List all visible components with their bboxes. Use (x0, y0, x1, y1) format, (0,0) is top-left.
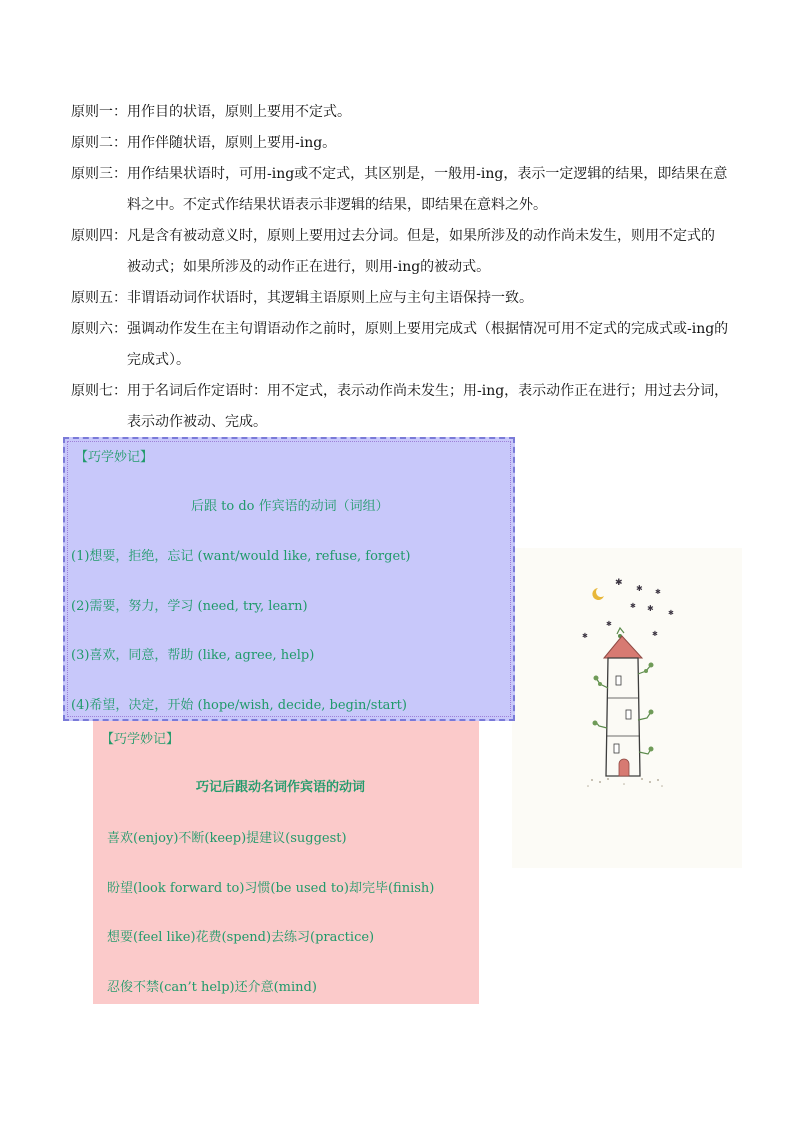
svg-text:✱: ✱ (647, 604, 654, 613)
rule-1 (71, 97, 731, 128)
lighthouse-tower-illustration (512, 548, 742, 868)
rule-5 (71, 283, 731, 314)
memo-line: (2)需要，努力，学习 (need, try, learn) (71, 599, 308, 614)
rule-text: 强调动作发生在主句谓语动作之前时，原则上要用完成式（根据情况可用不定式的完成式或-ing的 (127, 321, 729, 337)
memo-tag: 【巧学妙记】 (101, 732, 180, 747)
svg-text:✱: ✱ (615, 578, 623, 588)
rule-text: 凡是含有被动意义时，原则上要用过去分词。但是，如果所涉及的动作尚未发生，则用不定式的 (127, 228, 715, 244)
svg-text:✱: ✱ (668, 609, 674, 617)
rule-text-continuation: 完成式）。 (127, 352, 190, 368)
svg-text:✱: ✱ (630, 602, 636, 610)
rule-text-continuation: 料之中。不定式作结果状语表示非逻辑的结果，即结果在意料之外。 (127, 197, 547, 213)
rule-text-block (127, 376, 731, 438)
memo-box-to-do (63, 437, 515, 721)
rule-label: 原则七： (71, 383, 127, 399)
rule-label: 原则三： (71, 166, 127, 182)
moon-icon (592, 588, 604, 600)
memo-box-gerund (93, 719, 479, 1004)
tower-illustration-svg (512, 548, 742, 868)
rule-label: 原则一： (71, 104, 127, 120)
memo-line: (1)想要，拒绝，忘记 (want/would like, refuse, forget) (71, 549, 411, 564)
memo-line: 喜欢(enjoy)不断(keep)提建议(suggest) (107, 831, 347, 846)
rule-label: 原则二： (71, 135, 127, 151)
rule-text: 用于名词后作定语时：用不定式，表示动作尚未发生；用-ing，表示动作正在进行；用过去分词， (127, 383, 729, 399)
rule-text-continuation: 表示动作被动、完成。 (127, 414, 267, 430)
rule-label: 原则四： (71, 228, 127, 244)
memo-tag: 【巧学妙记】 (75, 450, 154, 465)
rule-text: 用作目的状语，原则上要用不定式。 (127, 104, 351, 120)
rule-4 (71, 221, 731, 283)
rule-2 (71, 128, 731, 159)
memo-line: (4)希望，决定，开始 (hope/wish, decide, begin/start) (71, 698, 407, 713)
memo-line: 盼望(look forward to)习惯(be used to)却完毕(finish) (107, 881, 435, 896)
stars-icon (582, 578, 674, 640)
ground-dots (587, 778, 663, 787)
rule-text-block (127, 221, 731, 283)
rule-text: 非谓语动词作状语时，其逻辑主语原则上应与主句主语保持一致。 (127, 290, 533, 306)
memo-heading: 巧记后跟动名词作宾语的动词 (196, 780, 366, 795)
rule-7 (71, 376, 731, 438)
rule-label: 原则六： (71, 321, 127, 337)
svg-text:✱: ✱ (636, 584, 643, 593)
memo-heading: 后跟 to do 作宾语的动词（词组） (191, 499, 389, 514)
rule-text: 用作伴随状语，原则上要用-ing。 (127, 135, 337, 151)
rule-text-block (127, 314, 731, 376)
rule-text-continuation: 被动式；如果所涉及的动作正在进行，则用-ing的被动式。 (127, 259, 491, 275)
rule-label: 原则五： (71, 290, 127, 306)
rule-text-block (127, 159, 731, 221)
svg-text:✱: ✱ (652, 630, 658, 638)
memo-line: (3)喜欢，同意，帮助 (like, agree, help) (71, 648, 315, 663)
rules-list (71, 97, 731, 438)
rule-6 (71, 314, 731, 376)
svg-text:✱: ✱ (606, 620, 612, 628)
svg-text:✱: ✱ (582, 632, 588, 640)
memo-line: 忍俊不禁(can’t help)还介意(mind) (107, 980, 317, 995)
rule-3 (71, 159, 731, 221)
memo-line: 想要(feel like)花费(spend)去练习(practice) (107, 930, 375, 945)
svg-text:✱: ✱ (655, 588, 661, 596)
rule-text: 用作结果状语时，可用-ing或不定式，其区别是，一般用-ing，表示一定逻辑的结果，即结果在意 (127, 166, 728, 182)
